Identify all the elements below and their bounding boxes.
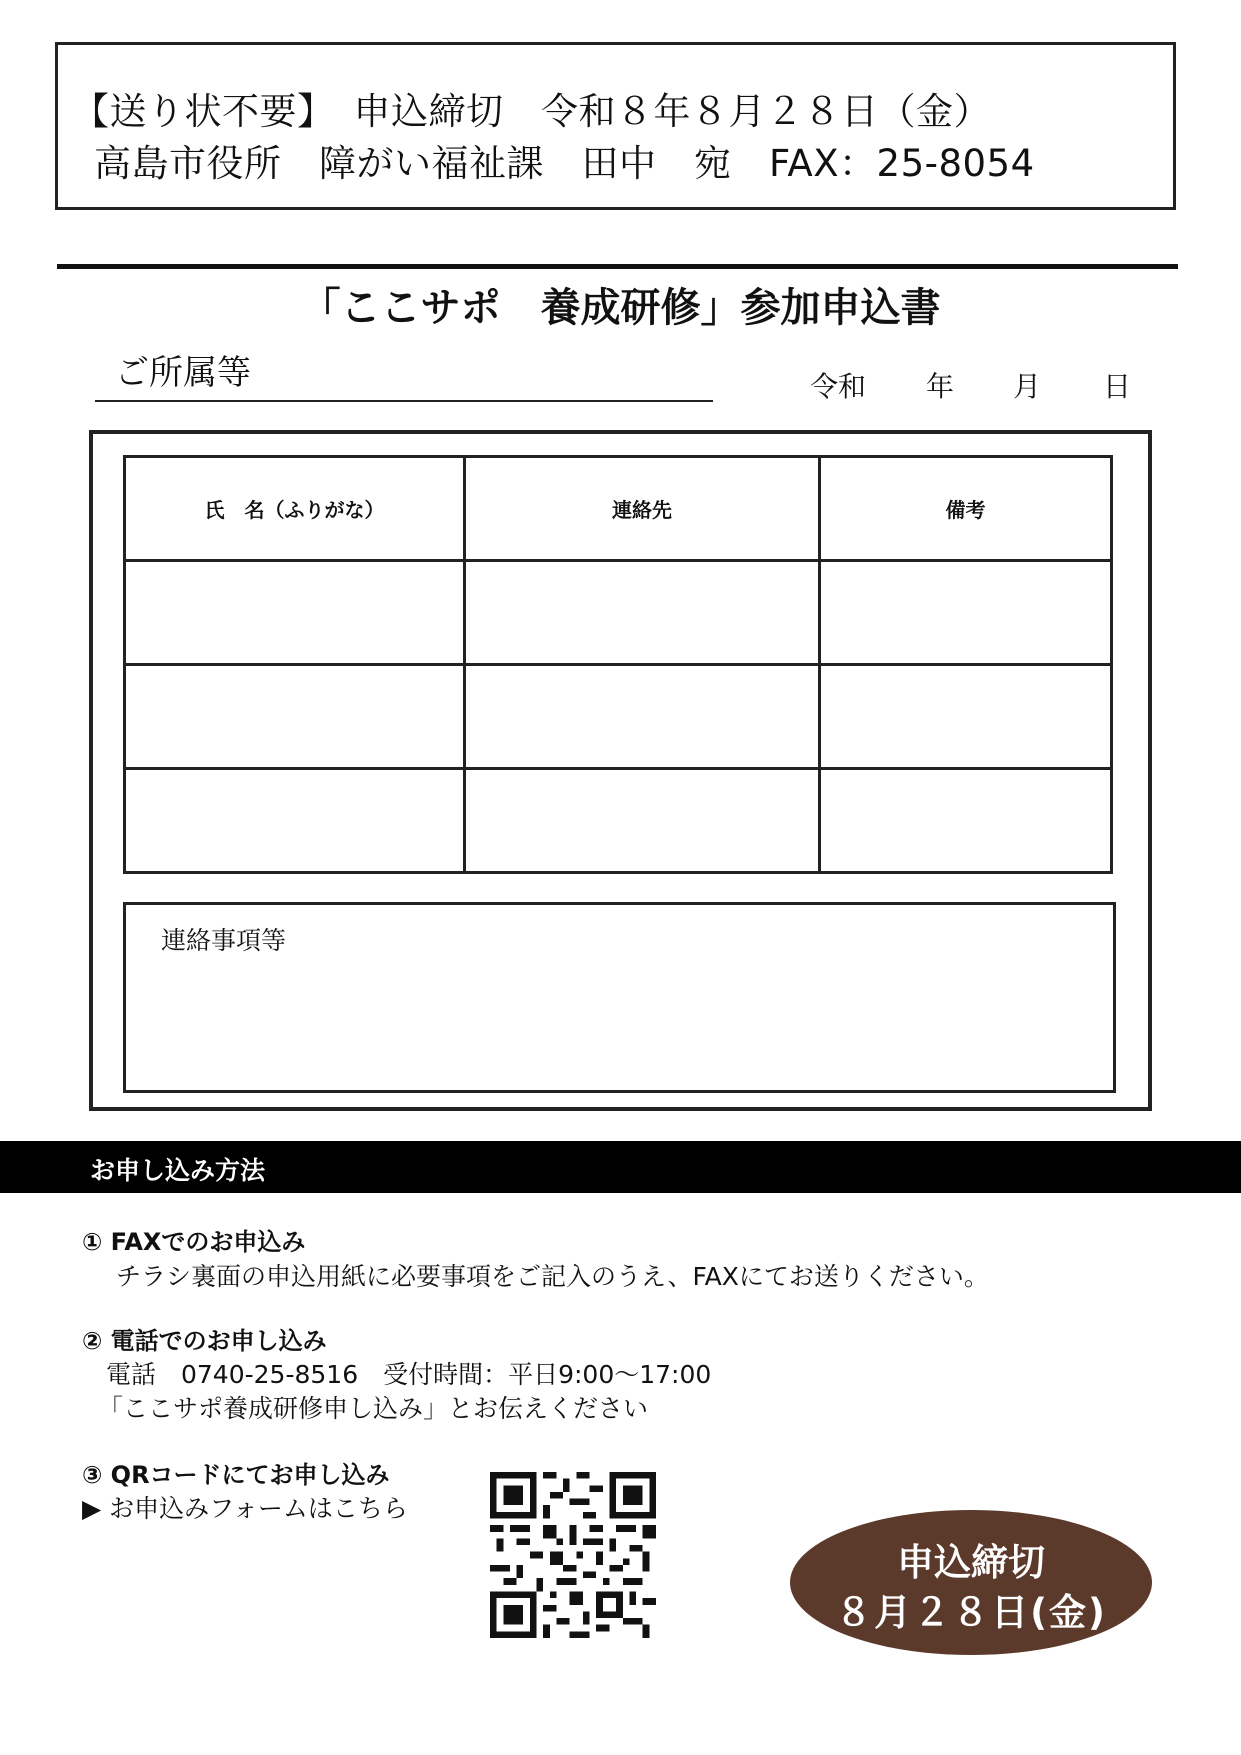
method-phone-heading: ② 電話でのお申し込み (82, 1327, 327, 1355)
date-day: 日 (1103, 370, 1132, 403)
section-bar (0, 1141, 1241, 1193)
remarks-cell[interactable] (820, 769, 1112, 873)
applicant-table (123, 455, 1113, 874)
table-row (125, 561, 1112, 665)
header-remarks: 備考 (820, 457, 1112, 561)
affiliation-label: ご所属等 (115, 353, 251, 393)
notice-box (55, 42, 1176, 210)
notice-deadline-text: 【送り状不要】 申込締切 令和８年８月２８日（金） (72, 90, 991, 133)
date-month: 月 (1013, 370, 1042, 403)
qr-code-icon[interactable] (490, 1472, 656, 1638)
notes-box[interactable] (123, 902, 1116, 1093)
remarks-cell[interactable] (820, 665, 1112, 769)
name-cell[interactable] (125, 769, 465, 873)
name-cell[interactable] (125, 665, 465, 769)
section-title: お申し込み方法 (90, 1156, 266, 1185)
method-fax-heading: ① FAXでのお申込み (82, 1228, 306, 1256)
date-year: 年 (926, 370, 955, 403)
notice-address-text: 高島市役所 障がい福祉課 田中 宛 FAX：25-8054 (94, 142, 1035, 185)
deadline-label: 申込締切 (897, 1541, 1045, 1584)
contact-cell[interactable] (465, 665, 820, 769)
title-rule (57, 264, 1178, 269)
method-qr-heading: ③ QRコードにてお申し込み (82, 1461, 390, 1489)
form-title: 「ここサポ 養成研修」参加申込書 (300, 285, 941, 331)
remarks-cell[interactable] (820, 561, 1112, 665)
contact-cell[interactable] (465, 561, 820, 665)
method-phone-note: 「ここサポ養成研修申し込み」とお伝えください (98, 1394, 649, 1423)
date-era: 令和 (810, 370, 867, 403)
method-fax-text: チラシ裏面の申込用紙に必要事項をご記入のうえ、FAXにてお送りください。 (116, 1262, 989, 1291)
table-row (125, 769, 1112, 873)
deadline-badge (790, 1510, 1152, 1655)
affiliation-field[interactable] (95, 400, 713, 402)
name-cell[interactable] (125, 561, 465, 665)
table-row (125, 665, 1112, 769)
notes-label: 連絡事項等 (161, 926, 287, 955)
method-phone-text: 電話 0740-25-8516 受付時間：平日9:00～17:00 (106, 1360, 712, 1389)
header-name: 氏 名（ふりがな） (125, 457, 465, 561)
table-header-row (125, 457, 1112, 561)
method-qr-link[interactable]: ▶ お申込みフォームはこちら (82, 1494, 408, 1523)
contact-cell[interactable] (465, 769, 820, 873)
deadline-date: ８月２８日(金) (835, 1591, 1107, 1634)
header-contact: 連絡先 (465, 457, 820, 561)
